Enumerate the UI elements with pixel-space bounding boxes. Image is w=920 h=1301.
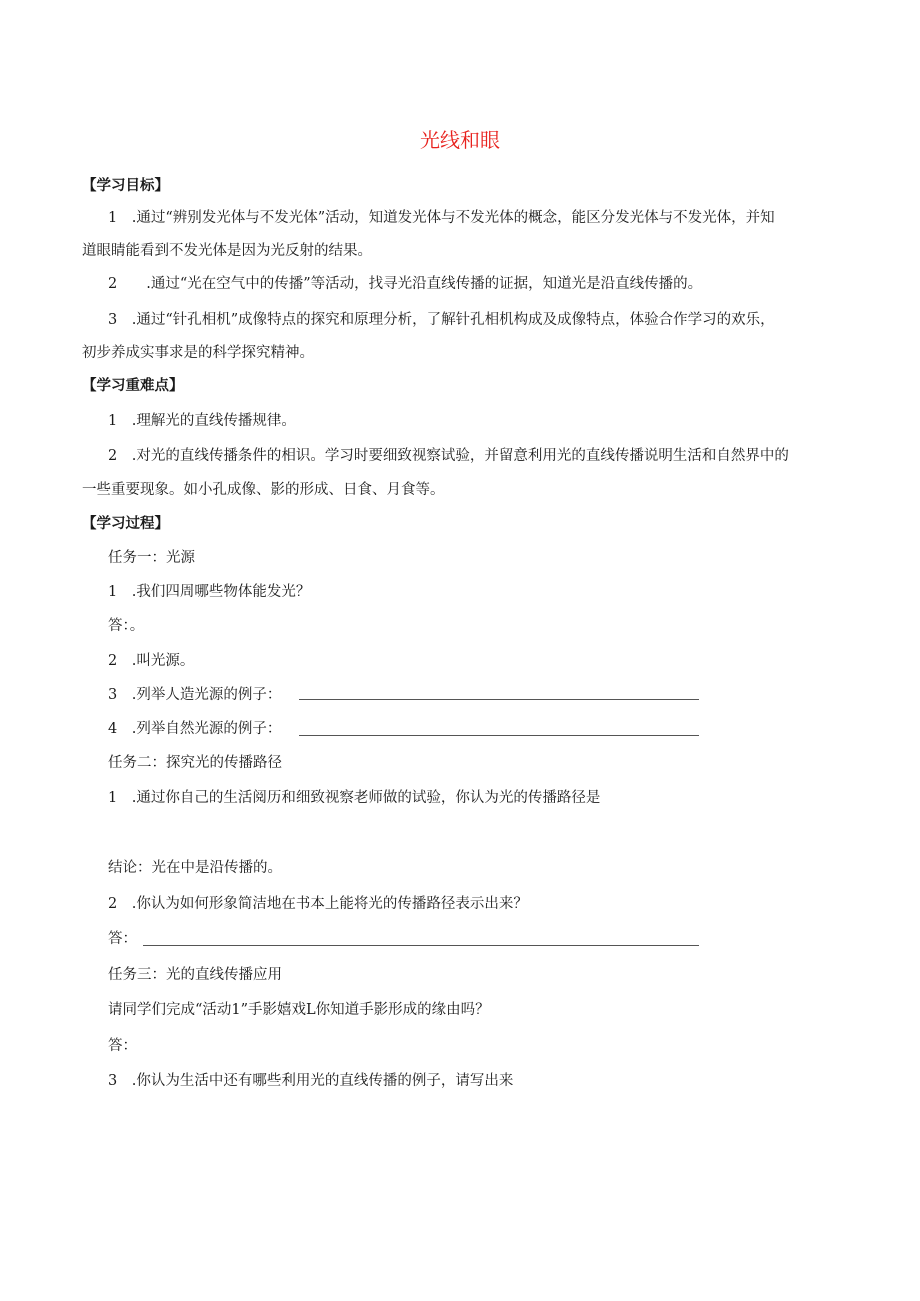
task-1-answer-1: 答：。 [108, 618, 145, 634]
key-point-2-line-2: 一些重要现象。如小孔成像、影的形成、日食、月食等。 [82, 482, 445, 498]
key-points-heading: 【学习重难点】 [82, 378, 184, 394]
goal-1-line-1: 1 .通过“辨别发光体与不发光体”活动，知道发光体与不发光体的概念，能区分发光体与不发光体，并知 [108, 210, 775, 226]
task-1-question-2: 2 .叫光源。 [108, 653, 195, 669]
goals-heading: 【学习目标】 [82, 178, 169, 194]
natural-light-answer-line[interactable] [299, 735, 699, 736]
path-representation-answer-line[interactable] [143, 945, 699, 946]
page-title: 光线和眼 [420, 128, 500, 152]
task-2-title: 任务二：探究光的传播路径 [108, 755, 282, 771]
task-1-title: 任务一：光源 [108, 550, 195, 566]
goal-2: 2 .通过“光在空气中的传播”等活动，找寻光沿直线传播的证据，知道光是沿直线传播的。 [108, 276, 703, 292]
process-heading: 【学习过程】 [82, 516, 169, 532]
task-1-question-4: 4 .列举自然光源的例子： [108, 721, 282, 737]
key-point-1: 1 .理解光的直线传播规律。 [108, 413, 296, 429]
task-1-question-3: 3 .列举人造光源的例子： [108, 687, 282, 703]
artificial-light-answer-line[interactable] [299, 699, 699, 700]
key-point-2-line-1: 2 .对光的直线传播条件的相识。学习时要细致视察试验，并留意利用光的直线传播说明生活和自然界中的 [108, 448, 789, 464]
goal-3-line-1: 3 .通过“针孔相机”成像特点的探究和原理分析，了解针孔相机构成及成像特点，体验合作学习的欢乐， [108, 312, 775, 328]
task-3-question-3: 3 .你认为生活中还有哪些利用光的直线传播的例子，请写出来 [108, 1073, 514, 1089]
goal-1-line-2: 道眼睛能看到不发光体是因为光反射的结果。 [82, 243, 372, 259]
task-3-answer-1: 答： [108, 1038, 137, 1054]
task-1-question-1: 1 .我们四周哪些物体能发光？ [108, 584, 311, 600]
task-2-question-1: 1 .通过你自己的生活阅历和细致视察老师做的试验，你认为光的传播路径是 [108, 790, 601, 806]
task-3-title: 任务三：光的直线传播应用 [108, 967, 282, 983]
task-3-question-1: 请同学们完成“活动1”手影嬉戏L你知道手影形成的缘由吗？ [108, 1002, 490, 1018]
task-2-conclusion: 结论：光在中是沿传播的。 [108, 860, 282, 876]
task-2-question-2: 2 .你认为如何形象简洁地在书本上能将光的传播路径表示出来？ [108, 896, 528, 912]
goal-3-line-2: 初步养成实事求是的科学探究精神。 [82, 345, 314, 361]
task-2-answer-2: 答： [108, 931, 137, 947]
